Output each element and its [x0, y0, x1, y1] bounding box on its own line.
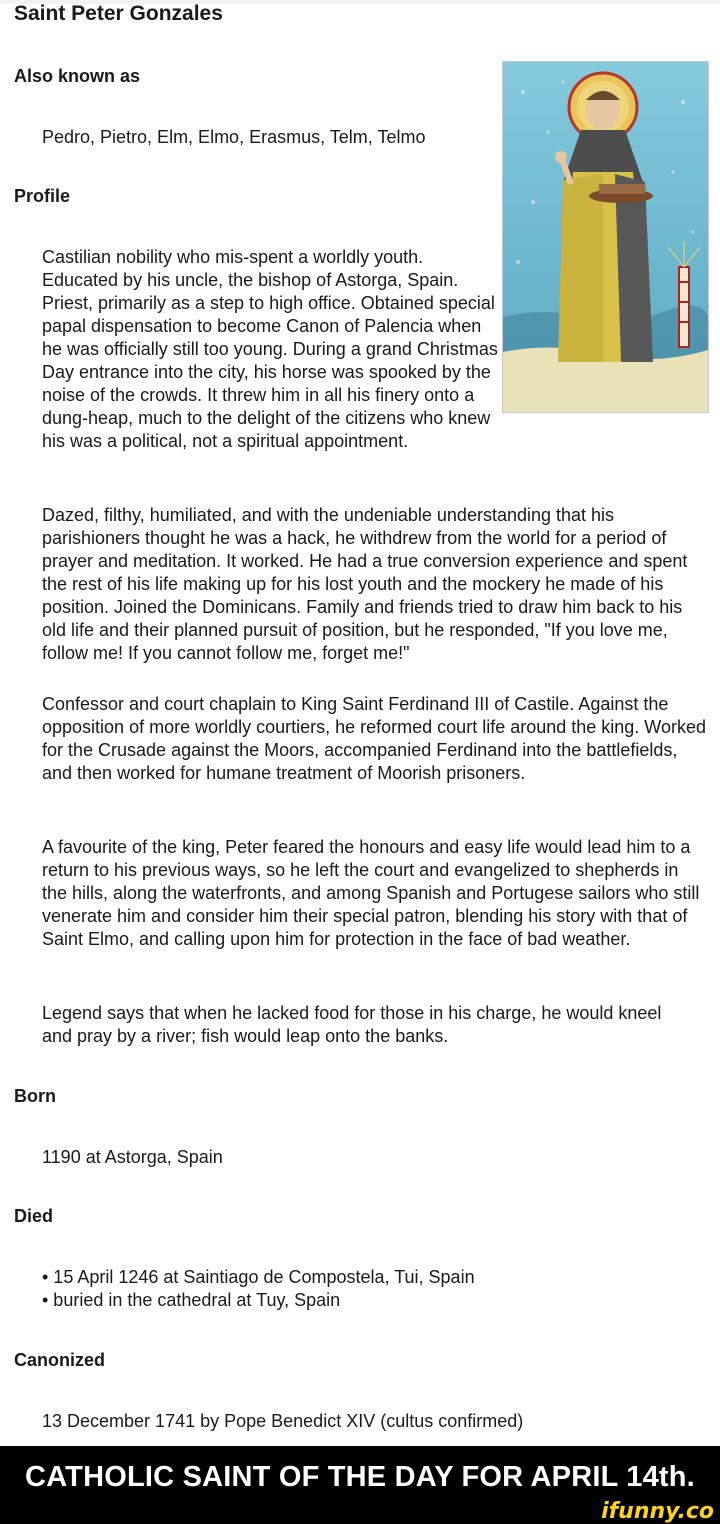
profile-paragraph-3: Confessor and court chaplain to King Saint Ferdinand III of Castile. Against the opposition of more worldly courtiers, he reformed court life around the king. Worked for the Crusade against the Moors, accompanied Ferdinand into the battlefields, and then worked for humane treatment of Moorish prisoners. [42, 694, 706, 783]
born-text: 1190 at Astorga, Spain [42, 1147, 223, 1167]
also-known-as-heading: Also known as [14, 66, 141, 86]
banner-text: CATHOLIC SAINT OF THE DAY FOR APRIL 14th. [25, 1461, 695, 1493]
saint-portrait-icon [502, 61, 709, 413]
profile-paragraph-4: A favourite of the king, Peter feared the honours and easy life would lead him to a return to his previous ways, so he left the court and evangelized to shepherds in the hills, along the waterfronts, and among Spanish and Portugese sailors who still venerate him and consider him their special patron, blending his story with that of Saint Elmo, and calling upon him for protection in the face of bad weather. [42, 837, 700, 949]
canonized-heading: Canonized [14, 1350, 106, 1370]
caption-banner [0, 1446, 720, 1524]
saint-portrait-svg [503, 62, 708, 412]
profile-paragraph-2: Dazed, filthy, humiliated, and with the undeniable understanding that his parishioners thought he was a hack, he withdrew from the world for a period of prayer and meditation. It worked. He had a true conversion experience and spent the rest of his life making up for his lost youth and the mockery he made of his position. Joined the Dominicans. Family and friends tried to draw him back to his old life and their planned pursuit of position, but he responded, "If you love me, follow me! If you cannot follow me, forget me!" [42, 505, 688, 663]
died-heading: Died [14, 1206, 54, 1226]
profile-paragraph-1: Castilian nobility who mis-spent a worldly youth. Educated by his uncle, the bishop of Astorga, Spain. Priest, primarily as a step to high office. Obtained special papal dispensation to become Canon of Palencia when he was officially still too young. During a grand Christmas Day entrance into the city, his horse was spooked by the noise of the crowds. It threw him in all his finery onto a dung-heap, much to the delight of the citizens who knew his was a political, not a spiritual appointment. [42, 247, 498, 451]
profile-heading: Profile [14, 186, 71, 206]
died-item-2: • buried in the cathedral at Tuy, Spain [42, 1290, 341, 1310]
canonized-text: 13 December 1741 by Pope Benedict XIV (cultus confirmed) [42, 1411, 524, 1431]
died-item-1: • 15 April 1246 at Saintiago de Compostela, Tui, Spain [42, 1267, 475, 1287]
profile-paragraph-1a [42, 246, 500, 453]
died-list [42, 1266, 662, 1312]
page-title: Saint Peter Gonzales [14, 2, 223, 25]
born-heading: Born [14, 1086, 56, 1106]
also-known-as-text: Pedro, Pietro, Elm, Elmo, Erasmus, Telm, Telmo [42, 127, 426, 147]
ifunny-watermark: ifunny.co [601, 1499, 714, 1524]
profile-paragraph-5: Legend says that when he lacked food for those in his charge, he would kneel and pray by a river; fish would leap onto the banks. [42, 1003, 662, 1046]
